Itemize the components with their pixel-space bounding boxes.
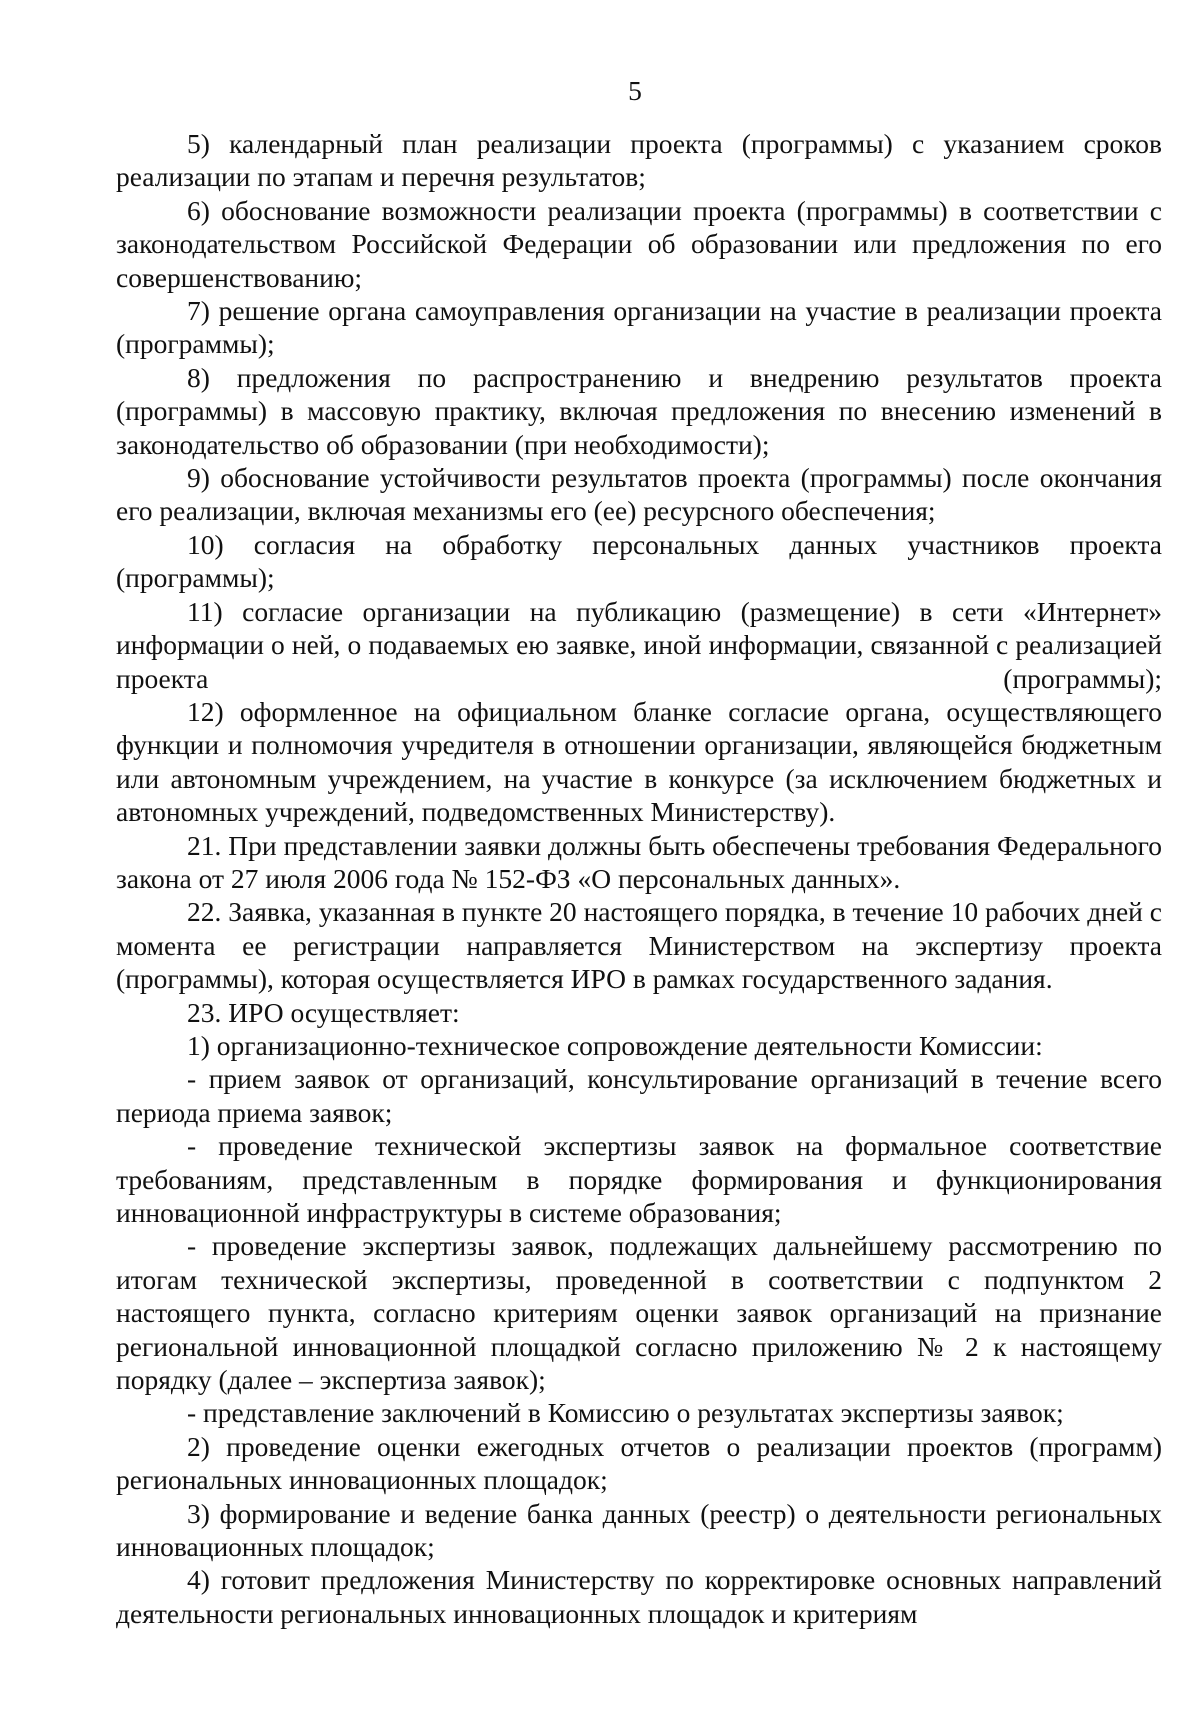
paragraph-item-5: 5) календарный план реализации проекта (программы) с указанием сроков реализации по этапам и перечня результатов;: [116, 128, 1162, 193]
document-body: [116, 127, 1162, 1630]
paragraph-subitem-2: 2) проведение оценки ежегодных отчетов о реализации проектов (программ) региональных инновационных площадок;: [116, 1430, 1162, 1496]
paragraph-dash-expert-review: - проведение экспертизы заявок, подлежащих дальнейшему рассмотрению по итогам технической экспертизы, проведенной в соответствии с подпунктом 2 настоящего пункта, согласно критериям оценки заявок организаций на признание региональной инновационной площадкой согласно приложению № 2 к настоящему порядку (далее – экспертиза заявок);: [116, 1230, 1162, 1396]
paragraph-subitem-4: 4) готовит предложения Министерству по корректировке основных направлений деятельности региональных инновационных площадок и критериям: [116, 1564, 1162, 1629]
paragraph-item-6: 6) обоснование возможности реализации проекта (программы) в соответствии с законодательством Российской Федерации об образовании или предложения по его совершенствованию;: [116, 194, 1162, 293]
paragraph-item-11: 11) согласие организации на публикацию (размещение) в сети «Интернет» информации о ней, о подаваемых ею заявке, иной информации, связанной с реализацией проекта (программы);: [116, 595, 1162, 694]
paragraph-item-9: 9) обоснование устойчивости результатов проекта (программы) после окончания его реализации, включая механизмы его (ее) ресурсного обеспечения;: [116, 462, 1162, 527]
paragraph-clause-23: 23. ИРО осуществляет:: [187, 996, 460, 1028]
paragraph-subitem-3: 3) формирование и ведение банка данных (реестр) о деятельности региональных инновационных площадок;: [116, 1497, 1162, 1563]
paragraph-dash-conclusions: - представление заключений в Комиссию о результатах экспертизы заявок;: [187, 1397, 1064, 1429]
paragraph-item-10: 10) согласия на обработку персональных данных участников проекта (программы);: [116, 528, 1162, 594]
paragraph-clause-21: 21. При представлении заявки должны быть обеспечены требования Федерального закона от 27 июля 2006 года № 152-ФЗ «О персональных данных».: [116, 829, 1162, 894]
paragraph-clause-22: 22. Заявка, указанная в пункте 20 настоящего порядка, в течение 10 рабочих дней с момента ее регистрации направляется Министерством на экспертизу проекта (программы), которая осуществляется ИРО в рамках государственного задания.: [116, 896, 1162, 995]
paragraph-item-12: 12) оформленное на официальном бланке согласие органа, осуществляющего функции и полномочия учредителя в отношении организации, являющейся бюджетным или автономным учреждением, на участие в конкурсе (за исключением бюджетных и автономных учреждений, подведомственных Министерству).: [116, 695, 1162, 828]
paragraph-dash-technical-review: - проведение технической экспертизы заявок на формальное соответствие требованиям, представленным в порядке формирования и функционирования инновационной инфраструктуры в системе образования;: [116, 1130, 1162, 1228]
paragraph-dash-reception: - прием заявок от организаций, консультирование организаций в течение всего периода приема заявок;: [116, 1063, 1162, 1128]
page-number: 5: [628, 75, 642, 106]
paragraph-item-7: 7) решение органа самоуправления организации на участие в реализации проекта (программы);: [116, 295, 1162, 360]
paragraph-item-8: 8) предложения по распространению и внедрению результатов проекта (программы) в массовую практику, включая предложения по внесению изменений в законодательство об образовании (при необходимости);: [116, 361, 1162, 460]
paragraph-subitem-1: 1) организационно-техническое сопровождение деятельности Комиссии:: [187, 1029, 1043, 1061]
